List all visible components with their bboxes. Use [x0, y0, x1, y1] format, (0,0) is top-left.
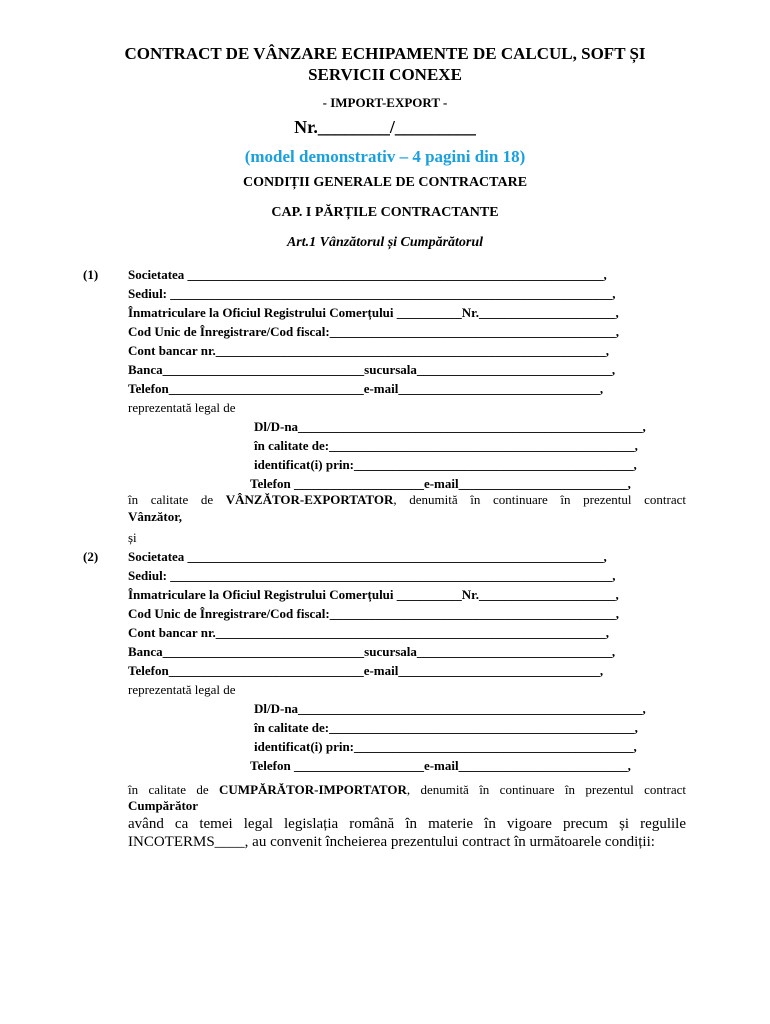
contract-number: Nr.________/_________: [294, 117, 476, 137]
party-1-sediul-field: Sediul: ____________________________________________________________________,: [128, 286, 616, 301]
closing-text-1: având ca temei legal legislația română în materie în vigoare precum și regulile: [128, 816, 686, 832]
party-1-telefon-field: Telefon______________________________e-mail_______________________________,: [128, 381, 604, 396]
party-2-representative-role-field: în calitate de:_______________________________________________,: [254, 720, 638, 735]
conjunction-si: și: [128, 530, 137, 545]
party-1-number: (1): [83, 267, 99, 282]
party-1-role-line-1: [128, 493, 686, 506]
party-1-inmatriculare-field: Înmatriculare la Oficiul Registrului Comerțului __________Nr._____________________,: [128, 305, 619, 320]
party-2-representative-name-field: Dl/D-na_____________________________________________________,: [254, 701, 646, 716]
closing-line-2: INCOTERMS____, au convenit încheierea prezentului contract în următoarele condiții:: [128, 834, 655, 850]
party-2-representative-contact-field: Telefon ____________________e-mail__________________________,: [250, 758, 631, 773]
party-1-cont-field: Cont bancar nr.____________________________________________________________,: [128, 343, 610, 358]
party-2-cui-field: Cod Unic de Înregistrare/Cod fiscal:____________________________________________,: [128, 606, 619, 621]
party-2-number: (2): [83, 549, 99, 564]
party-2-inmatriculare-field: Înmatriculare la Oficiul Registrului Comerțului __________Nr._____________________,: [128, 587, 619, 602]
document-title-line-2: SERVICII CONEXE: [308, 65, 462, 84]
document-subtitle: - IMPORT-EXPORT -: [322, 95, 448, 110]
party-1-cui-field: Cod Unic de Înregistrare/Cod fiscal:____________________________________________,: [128, 324, 619, 339]
closing-line-1: [128, 817, 686, 832]
party-2-societatea-field: Societatea ________________________________________________________________,: [128, 549, 607, 564]
party-2-cont-field: Cont bancar nr.____________________________________________________________,: [128, 625, 610, 640]
chapter-heading: CAP. I PĂRȚILE CONTRACTANTE: [271, 205, 499, 220]
party-1-reprezentata-label: reprezentată legal de: [128, 400, 236, 415]
article-heading: Art.1 Vânzătorul și Cumpărătorul: [286, 235, 484, 250]
section-heading: CONDIȚII GENERALE DE CONTRACTARE: [242, 175, 528, 190]
party-1-societatea-field: Societatea ________________________________________________________________,: [128, 267, 607, 282]
party-1-role-line-2: Vânzător,: [128, 509, 183, 524]
party-1-representative-id-field: identificat(i) prin:___________________________________________,: [254, 457, 637, 472]
party-2-telefon-field: Telefon______________________________e-mail_______________________________,: [128, 663, 604, 678]
party-2-banca-field: Banca_______________________________sucursala______________________________,: [128, 644, 616, 659]
role-keyword: VÂNZĂTOR-EXPORTATOR: [225, 492, 394, 507]
party-2-role-line-1: [128, 783, 686, 796]
party-1-representative-name-field: Dl/D-na_____________________________________________________,: [254, 419, 646, 434]
party-1-representative-contact-field: Telefon ____________________e-mail__________________________,: [250, 476, 631, 491]
party-2-reprezentata-label: reprezentată legal de: [128, 682, 236, 697]
party-2-representative-id-field: identificat(i) prin:___________________________________________,: [254, 739, 637, 754]
party-1-role-text: în calitate de VÂNZĂTOR-EXPORTATOR, denumită în continuare în prezentul contract: [128, 492, 686, 507]
party-2-sediul-field: Sediul: ____________________________________________________________________,: [128, 568, 616, 583]
demo-note: (model demonstrativ – 4 pagini din 18): [244, 147, 526, 166]
party-1-representative-role-field: în calitate de:_______________________________________________,: [254, 438, 638, 453]
role-keyword: CUMPĂRĂTOR-IMPORTATOR: [219, 782, 407, 797]
party-1-banca-field: Banca_______________________________sucursala______________________________,: [128, 362, 616, 377]
party-2-role-text: în calitate de CUMPĂRĂTOR-IMPORTATOR, denumită în continuare în prezentul contract: [128, 782, 686, 797]
party-2-role-line-2: Cumpărător: [128, 798, 199, 813]
document-title-line-1: CONTRACT DE VÂNZARE ECHIPAMENTE DE CALCUL, SOFT ȘI: [124, 44, 646, 63]
